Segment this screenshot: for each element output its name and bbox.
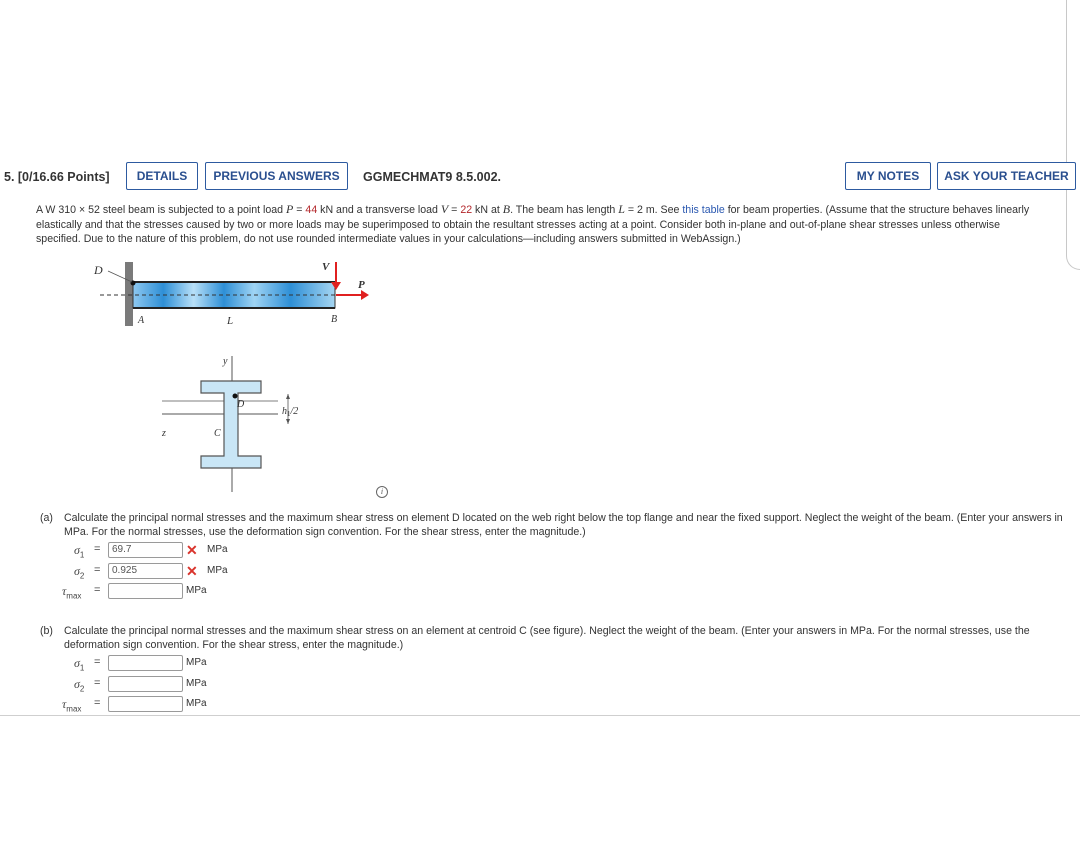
cross-section-figure [160, 352, 310, 494]
label-l: L [227, 315, 234, 327]
question-code: GGMECHMAT9 8.5.002. [363, 170, 502, 184]
ask-teacher-button[interactable]: ASK YOUR TEACHER [937, 162, 1076, 190]
info-icon[interactable]: i [376, 486, 388, 498]
unit-label: MPa [186, 585, 207, 596]
part-a-label: (a) [40, 512, 53, 524]
unit-label: MPa [186, 657, 207, 668]
part-a-sigma1-input[interactable]: 69.7 [108, 542, 183, 558]
section-label-c: C [214, 428, 221, 439]
x-mark-icon: ✕ [186, 563, 198, 579]
tau-max-symbol: $\tau_{max}$ [62, 584, 82, 601]
part-b-tau-row: $\tau_{max}$ = MPa [62, 697, 207, 714]
part-a-sigma2-input[interactable]: 0.925 [108, 563, 183, 579]
label-b: B [331, 314, 338, 325]
sigma1-symbol: $\sigma_1$ [74, 656, 85, 673]
part-b-sigma2-row: $\sigma_2$ = MPa [74, 677, 207, 694]
section-label-d: D [237, 399, 245, 410]
x-mark-icon: ✕ [186, 542, 198, 558]
unit-label: MPa [186, 698, 207, 709]
label-p: P [358, 279, 365, 291]
part-a-text: Calculate the principal normal stresses and the maximum shear stress on element D located on the web right below the top flange and near the fixed support. Neglect the weight of the beam. (Enter your answers in MPa. For the normal stresses, use the deformation sign convention. For the shear stress, enter the magnitude.) [64, 512, 1063, 538]
part-b-text: Calculate the principal normal stresses and the maximum shear stress on an element at centroid C (see figure). Neglect the weight of the beam. (Enter your answers in MPa. For the normal stresses, use the deformation sign convention. For the shear stress, enter the magnitude.) [64, 625, 1030, 651]
section-point-d [233, 394, 238, 399]
part-a-question [40, 511, 1070, 541]
part-a-tau-input[interactable] [108, 583, 183, 599]
part-b-question [40, 624, 1075, 654]
i-beam-section [201, 381, 261, 468]
part-a-tau-row: $\tau_{max}$ = MPa [62, 584, 207, 601]
part-b-label: (b) [40, 625, 53, 637]
unit-label: MPa [186, 678, 207, 689]
part-b-sigma1-input[interactable] [108, 655, 183, 671]
part-b-tau-input[interactable] [108, 696, 183, 712]
part-a-sigma2-row: $\sigma_2$ = 0.925 ✕ MPa [74, 563, 228, 581]
problem-statement: A W 310 × 52 steel beam is subjected to a point load P = 44 kN and a transverse load V = 22 kN at B. The beam has length L = 2 m. See this table for beam properties. (Assume that the structure behaves linearly elastically and that the stresses caused by two or more loads may be superimposed to obtain the resultant stresses acting at a point. Consider both in-plane and out-of-plane shear stresses unless otherwise specified. Due to the nature of this problem, do not use rounded intermediate values in your calculations—including answers submitted in WebAssign.) [36, 202, 1030, 245]
label-d: D [94, 263, 103, 277]
label-v: V [322, 261, 330, 273]
h-dimension-label: $h_1/2$ [282, 406, 299, 418]
beam-table-link[interactable]: this table [682, 204, 725, 216]
label-z: z [162, 428, 166, 439]
details-button[interactable]: DETAILS [126, 162, 198, 190]
sigma1-symbol: $\sigma_1$ [74, 543, 85, 560]
sigma2-symbol: $\sigma_2$ [74, 564, 85, 581]
question-header [0, 160, 1080, 192]
beam-figure [80, 250, 400, 340]
my-notes-button[interactable]: MY NOTES [845, 162, 931, 190]
fixed-support-wall [125, 262, 133, 326]
label-y: y [223, 356, 228, 367]
part-b-sigma1-row: $\sigma_1$ = MPa [74, 656, 207, 673]
unit-label: MPa [207, 544, 228, 555]
part-a-sigma1-row: $\sigma_1$ = 69.7 ✕ MPa [74, 542, 228, 560]
tau-max-symbol: $\tau_{max}$ [62, 697, 82, 714]
question-number: 5. [0/16.66 Points] [4, 170, 110, 184]
label-a: A [138, 315, 145, 326]
unit-label: MPa [207, 565, 228, 576]
sigma2-symbol: $\sigma_2$ [74, 677, 85, 694]
part-b-sigma2-input[interactable] [108, 676, 183, 692]
previous-answers-button[interactable]: PREVIOUS ANSWERS [205, 162, 348, 190]
